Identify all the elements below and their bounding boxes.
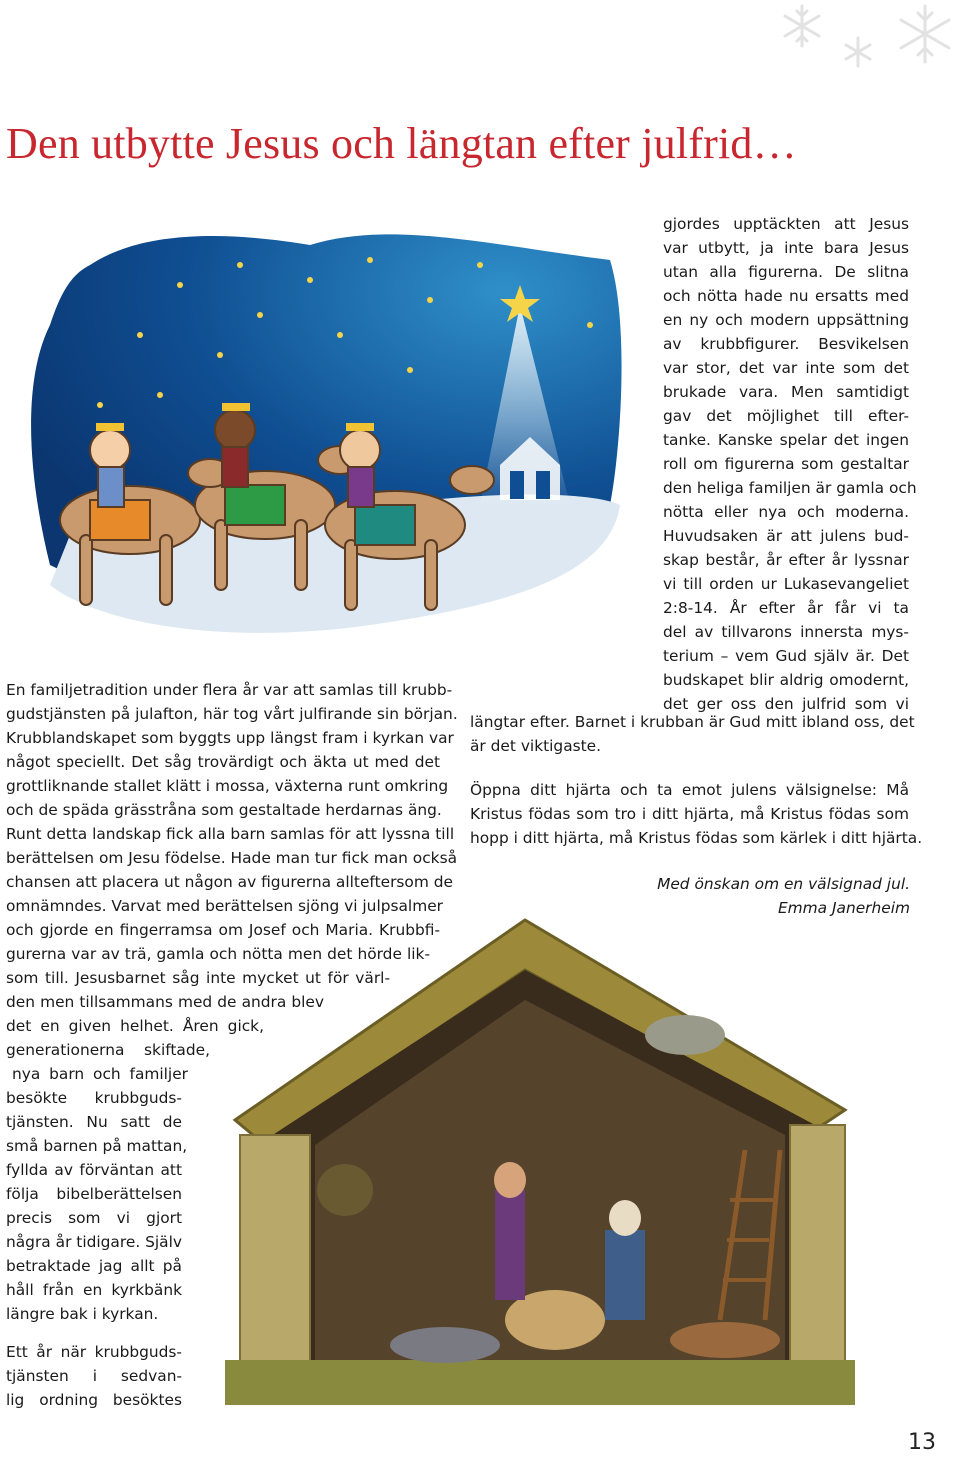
text-line: var utbytt, ja inte bara Jesus xyxy=(663,239,909,257)
text-line: den heliga familjen är gamla och xyxy=(663,479,917,497)
nativity-creche-photo xyxy=(225,900,855,1420)
text-line: något speciellt. Det såg trovärdigt och äkta ut med det xyxy=(6,753,440,771)
text-line: följa bibelberättelsen xyxy=(6,1185,182,1203)
text-line: vi till orden ur Lukasevangeliet xyxy=(663,575,909,593)
text-line: det en given helhet. Åren gick, xyxy=(6,1017,264,1035)
text-line: berättelsen om Jesu födelse. Hade man tur fick man också xyxy=(6,849,458,867)
text-line: tanke. Kanske spelar det ingen xyxy=(663,431,909,449)
text-line: gudstjänsten på julafton, här tog vårt julfirande sin början. xyxy=(6,705,458,723)
text-line: som till. Jesusbarnet såg inte mycket ut för värl- xyxy=(6,969,390,987)
text-line: skap består, år efter år lyssnar xyxy=(663,551,909,569)
text-line: Huvudsaken är att julens bud- xyxy=(663,527,909,545)
page-number: 13 xyxy=(908,1430,936,1455)
snowflake-icons xyxy=(770,0,960,75)
text-line: Öppna ditt hjärta och ta emot julens välsignelse: Må xyxy=(470,781,909,799)
text-line: tjänsten i sedvan- xyxy=(6,1367,182,1385)
right-column-continuation xyxy=(470,710,915,758)
text-line: det ger oss den julfrid som vi xyxy=(663,695,909,713)
text-line: var stor, det var inte som det xyxy=(663,359,909,377)
text-line: omnämndes. Varvat med berättelsen sjöng vi julpsalmer xyxy=(6,897,444,915)
text-line: håll från en kyrkbänk xyxy=(6,1281,182,1299)
text-line: precis som vi gjort xyxy=(6,1209,182,1227)
text-line: gurerna var av trä, gamla och nötta men det hörde lik- xyxy=(6,945,430,963)
greeting: Med önskan om en välsignad jul. xyxy=(657,875,910,893)
left-column-continuation xyxy=(6,1340,186,1412)
text-line: av krubbfigurer. Besvikelsen xyxy=(663,335,909,353)
text-line: och nötta hade nu ersatts med xyxy=(663,287,909,305)
text-line: längtar efter. Barnet i krubban är Gud mitt ibland oss, det xyxy=(470,713,915,731)
text-line: några år tidigare. Själv xyxy=(6,1233,182,1251)
text-line: lig ordning besöktes xyxy=(6,1391,182,1409)
text-line: terium – vem Gud själv är. Det xyxy=(663,647,909,665)
text-line: Krubblandskapet som byggts upp längst fram i kyrkan var xyxy=(6,729,454,747)
text-line: betraktade jag allt på xyxy=(6,1257,182,1275)
text-line: brukade vara. Men samtidigt xyxy=(663,383,909,401)
text-line: nya barn och familjer xyxy=(12,1065,188,1083)
text-line: tjänsten. Nu satt de xyxy=(6,1113,182,1131)
text-line: utan alla figurerna. De slitna xyxy=(663,263,909,281)
text-line: den men tillsammans med de andra blev xyxy=(6,993,324,1011)
text-line: och gjorde en fingerramsa om Josef och Maria. Krubbfi- xyxy=(6,921,440,939)
text-line: roll om figurerna som gestaltar xyxy=(663,455,909,473)
text-line: längre bak i kyrkan. xyxy=(6,1305,159,1323)
text-line: hopp i ditt hjärta, må Kristus födas som kärlek i ditt hjärta. xyxy=(470,829,923,847)
blessing-paragraph xyxy=(470,778,923,850)
text-line: gav det möjlighet till efter- xyxy=(663,407,909,425)
three-kings-illustration xyxy=(10,205,640,665)
text-line: och de späda grässtråna som gestaltade herdarnas äng. xyxy=(6,801,442,819)
text-line: budskapet blir aldrig omodernt, xyxy=(663,671,909,689)
text-line: är det viktigaste. xyxy=(470,737,602,755)
author-name: Emma Janerheim xyxy=(777,899,910,917)
text-line: små barnen på mattan, xyxy=(6,1137,188,1155)
text-line: fyllda av förväntan att xyxy=(6,1161,182,1179)
text-line: grottliknande stallet klätt i mossa, växterna runt omkring xyxy=(6,777,449,795)
text-line: 2:8-14. År efter år får vi ta xyxy=(663,599,909,617)
text-line: chansen att placera ut någon av figurerna allteftersom de xyxy=(6,873,453,891)
text-line: nötta eller nya och moderna. xyxy=(663,503,909,521)
article-title: Den utbytte Jesus och längtan efter julfrid… xyxy=(6,119,797,168)
text-line: generationerna skiftade, xyxy=(6,1041,210,1059)
text-line: Ett år när krubbguds- xyxy=(6,1343,182,1361)
text-line: Runt detta landskap fick alla barn samlas för att lyssna till xyxy=(6,825,455,843)
text-line: Kristus födas som tro i ditt hjärta, må Kristus födas som xyxy=(470,805,909,823)
text-line: del av tillvarons innersta mys- xyxy=(663,623,909,641)
text-line: En familjetradition under flera år var att samlas till krubb- xyxy=(6,681,453,699)
text-line: besökte krubbguds- xyxy=(6,1089,182,1107)
text-line: gjordes upptäckten att Jesus xyxy=(663,215,909,233)
text-line: en ny och modern uppsättning xyxy=(663,311,909,329)
right-column xyxy=(663,212,917,716)
